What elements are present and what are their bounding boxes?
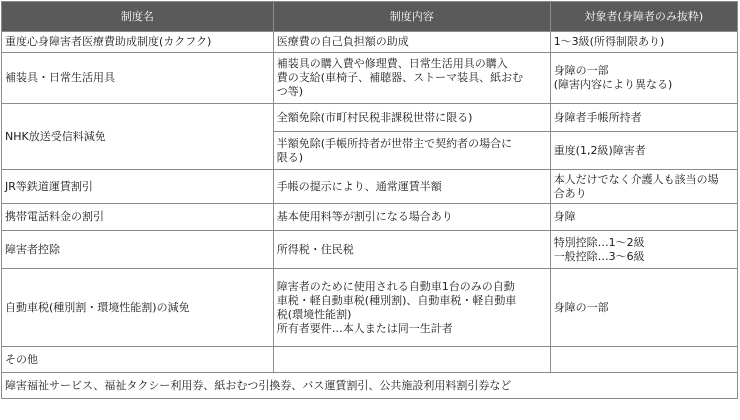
cell-content: 補装具の購入費や修理費、日常生活用具の購入 費の支給(車椅子、補聴器、ストーマ装具、紙おむ つ等) [273, 53, 550, 104]
table-row [2, 347, 738, 373]
cell-target [550, 347, 737, 373]
header-system-name: 制度名 [2, 2, 274, 32]
table-row [2, 373, 738, 399]
cell-target: 身障の一部 [550, 269, 737, 347]
cell-content: 所得税・住民税 [273, 231, 550, 269]
cell-target: 身障の一部 (障害内容により異なる) [550, 53, 737, 104]
cell-target: 重度(1,2級)障害者 [550, 132, 737, 170]
table-row [2, 269, 738, 347]
cell-name: 重度心身障害者医療費助成制度(カクフク) [2, 32, 274, 53]
cell-name: 携帯電話料金の割引 [2, 204, 274, 231]
cell-name: JR等鉄道運賃割引 [2, 170, 274, 204]
cell-target: 身障 [550, 204, 737, 231]
cell-name: 障害者控除 [2, 231, 274, 269]
cell-target: 1〜3級(所得制限あり) [550, 32, 737, 53]
table-row [2, 32, 738, 53]
table-row [2, 170, 738, 204]
header-system-content: 制度内容 [273, 2, 550, 32]
cell-content: 基本使用料等が割引になる場合あり [273, 204, 550, 231]
cell-content [273, 347, 550, 373]
cell-name: NHK放送受信料減免 [2, 104, 274, 170]
table-row [2, 104, 738, 132]
cell-content: 手帳の提示により、通常運賃半額 [273, 170, 550, 204]
cell-target: 身障者手帳所持者 [550, 104, 737, 132]
cell-name: その他 [2, 347, 274, 373]
cell-name: 補装具・日常生活用具 [2, 53, 274, 104]
cell-content: 半額免除(手帳所持者が世帯主で契約者の場合に 限る) [273, 132, 550, 170]
cell-target: 特別控除…1〜2級 一般控除…3〜6級 [550, 231, 737, 269]
cell-other-details: 障害福祉サービス、福祉タクシー利用券、紙おむつ引換券、バス運賃割引、公共施設利用料割引券など [2, 373, 738, 399]
table-row [2, 53, 738, 104]
benefits-table [1, 1, 738, 399]
cell-name: 自動車税(種別割・環境性能割)の減免 [2, 269, 274, 347]
table-row [2, 204, 738, 231]
table-header-row [2, 2, 738, 32]
header-target: 対象者(身障者のみ抜粋) [550, 2, 737, 32]
cell-content: 医療費の自己負担額の助成 [273, 32, 550, 53]
cell-content: 障害者のために使用される自動車1台のみの自動 車税・軽自動車税(種別割)、自動車税・軽自動車 税(環境性能割) 所有者要件…本人または同一生計者 [273, 269, 550, 347]
cell-target: 本人だけでなく介護人も該当の場 合あり [550, 170, 737, 204]
table-row [2, 231, 738, 269]
cell-content: 全額免除(市町村民税非課税世帯に限る) [273, 104, 550, 132]
